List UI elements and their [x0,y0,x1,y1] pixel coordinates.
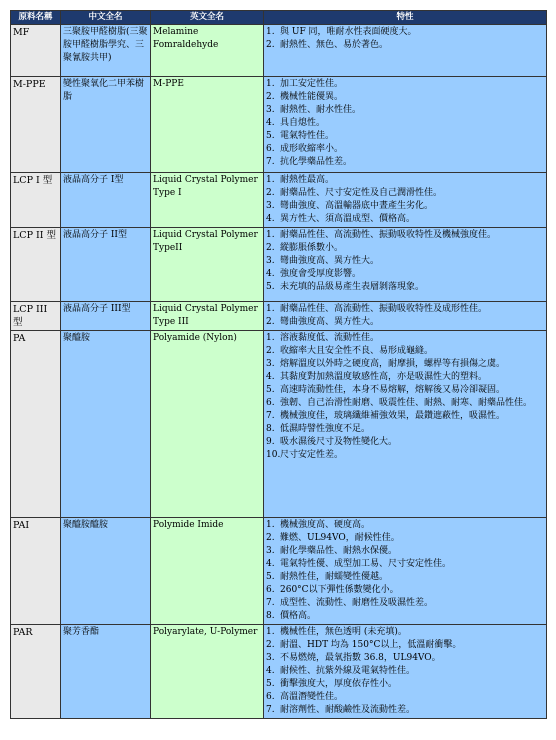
feature-number: 4. [266,118,275,128]
feature-text: 耐溫、HDT 均為 150°C以上，低溫耐衝擊。 [280,640,462,650]
english-name: M-PPE [151,77,264,173]
feature-text: 成形收縮率小。 [280,144,344,154]
english-name: Polymide Imide [151,518,264,625]
feature-item [266,410,544,423]
feature-text: 強度會受厚度影響。 [280,269,362,279]
feature-text: 耐藥品性、尺寸安定性及自己潤滑性佳。 [280,188,443,198]
table-row [11,25,547,77]
header-features: 特性 [264,11,547,25]
feature-number: 7. [266,598,275,608]
english-name: Melamine Fomraldehyde [151,25,264,77]
feature-item [266,639,544,652]
table-row [11,173,547,228]
feature-number: 5. [266,385,275,395]
feature-text: 耐化學藥品性、耐熱水保優。 [280,546,398,556]
feature-text: 強韌、自己治滑性耐磨、吸震性佳、耐熱、耐寒、耐藥品性佳。 [280,398,533,408]
feature-item [266,423,544,436]
features-cell [264,518,547,625]
english-name: Liquid Crystal Polymer Type I [151,173,264,228]
chinese-name: 液晶高分子 I型 [61,173,151,228]
feature-item [266,104,544,117]
feature-item [266,571,544,584]
feature-number: 4. [266,269,275,279]
feature-item [266,143,544,156]
materials-table [10,10,547,719]
chinese-name: 聚醯胺醯胺 [61,518,151,625]
feature-item [266,130,544,143]
feature-text: 具自熄性。 [280,118,326,128]
feature-number: 6. [266,585,275,595]
feature-number: 2. [266,317,275,327]
feature-number: 2. [266,243,275,253]
feature-item [266,39,544,52]
feature-item [266,597,544,610]
feature-text: 縱膨脹係數小。 [280,243,344,253]
feature-number: 6. [266,398,275,408]
feature-text: 尺寸安定性差。 [280,450,344,460]
feature-number: 5. [266,679,275,689]
feature-number: 4. [266,214,275,224]
feature-text: 機械強度佳，玻璃纖維補強效果，最鑽遮蔽性，吸濕性。 [280,411,506,421]
feature-text: 電氣特性佳。 [280,131,335,141]
feature-item [266,316,544,329]
feature-text: 衝擊強度大，厚度依存性小。 [280,679,398,689]
feature-item [266,678,544,691]
feature-item [266,174,544,187]
english-name: Liquid Crystal Polymer Type III [151,302,264,331]
feature-text: 耐溶劑性、耐酸鹼性及流動性差。 [280,705,416,715]
feature-number: 3. [266,359,275,369]
feature-text: 異方性大、須高溫成型、價格高。 [280,214,416,224]
feature-number: 5. [266,572,275,582]
feature-item [266,268,544,281]
feature-number: 1. [266,333,275,343]
chinese-name: 聚醯胺 [61,331,151,518]
feature-number: 3. [266,256,275,266]
feature-text: 260°C以下彈性係數變化小。 [280,585,399,595]
feature-item [266,610,544,623]
feature-text: 未充填的品級易產生表層剝落現象。 [280,282,425,292]
chinese-name: 液晶高分子 III型 [61,302,151,331]
feature-item [266,436,544,449]
feature-item [266,26,544,39]
feature-number: 1. [266,304,275,314]
feature-text: 加工安定性佳。 [280,79,344,89]
feature-item [266,584,544,597]
feature-number: 8. [266,611,275,621]
feature-text: 耐熱性佳，耐蠕變性優越。 [280,572,389,582]
features-cell [264,173,547,228]
header-chinese-name: 中文全名 [61,11,151,25]
feature-text: 溶液黏度低、流動性佳。 [280,333,380,343]
feature-item [266,384,544,397]
chinese-name: 聚芳香酯 [61,625,151,719]
feature-item [266,281,544,294]
feature-text: 耐藥品性佳、高流動性、振動吸收特性及成形性佳。 [280,304,488,314]
feature-text: 機械強度高、硬度高。 [280,520,371,530]
feature-number: 3. [266,546,275,556]
feature-item [266,303,544,316]
feature-item [266,358,544,371]
english-name: Polyarylate, U-Polymer [151,625,264,719]
features-cell [264,331,547,518]
feature-text: 耐候性、抗紫外線及電氣特性佳。 [280,666,416,676]
feature-number: 1. [266,27,275,37]
feature-text: 耐藥品性佳、高流動性、振動吸收特性及機械強度佳。 [280,230,497,240]
feature-item [266,371,544,384]
feature-number: 1. [266,627,275,637]
feature-number: 7. [266,705,275,715]
feature-item [266,449,544,462]
feature-text: 抗化學藥品性差。 [280,157,353,167]
feature-text: 與 UF 同，唯耐水性表面硬度大。 [280,27,417,37]
feature-item [266,691,544,704]
feature-item [266,255,544,268]
feature-item [266,117,544,130]
chinese-name: 液晶高分子 II型 [61,228,151,302]
feature-number: 5. [266,282,275,292]
material-code: LCP I 型 [11,173,61,228]
material-code: LCP II 型 [11,228,61,302]
feature-item [266,397,544,410]
header-code: 原料名稱 [11,11,61,25]
feature-number: 9. [266,437,275,447]
features-cell [264,625,547,719]
feature-text: 耐熱性最高。 [280,175,335,185]
header-english-name: 英文全名 [151,11,264,25]
features-cell [264,302,547,331]
features-cell [264,77,547,173]
feature-text: 高溫潛變性佳。 [280,692,344,702]
english-name: Liquid Crystal Polymer TypeII [151,228,264,302]
feature-text: 高速時流動性佳，本身不易熔解，熔解後又易冷卻凝固。 [280,385,506,395]
feature-item [266,242,544,255]
feature-item [266,213,544,226]
feature-item [266,78,544,91]
feature-text: 耐熱性、無色、易於著色。 [280,40,389,50]
chinese-name: 變性聚氧化二甲苯樹脂 [61,77,151,173]
feature-item [266,156,544,169]
english-name: Polyamide (Nylon) [151,331,264,518]
feature-text: 機械性佳，無色透明 (未充填)。 [280,627,407,637]
material-code: MF [11,25,61,77]
feature-item [266,519,544,532]
feature-text: 機械性能優異。 [280,92,344,102]
feature-number: 4. [266,666,275,676]
material-code: PA [11,331,61,518]
feature-item [266,345,544,358]
feature-number: 3. [266,105,275,115]
feature-number: 6. [266,144,275,154]
feature-text: 其黏度對加熱溫度敏感性高，亦是吸濕性大的塑料。 [280,372,488,382]
feature-item [266,545,544,558]
features-cell [264,25,547,77]
feature-text: 收縮率大且安全性不良、易形成龜縫。 [280,346,434,356]
table-row [11,77,547,173]
feature-item [266,626,544,639]
feature-item [266,704,544,717]
feature-text: 彎曲強度高、異方性大。 [280,317,380,327]
feature-number: 3. [266,653,275,663]
feature-text: 難燃、UL94VO，耐候性佳。 [280,533,400,543]
feature-number: 1. [266,175,275,185]
table-row [11,625,547,719]
chinese-name: 三聚胺甲醛樹脂(三聚胺甲醛樹脂學究、三聚氰胺共甲) [61,25,151,77]
feature-item [266,200,544,213]
feature-number: 1. [266,520,275,530]
material-code: M-PPE [11,77,61,173]
material-code: LCP III 型 [11,302,61,331]
feature-item [266,665,544,678]
feature-text: 價格高。 [280,611,317,621]
feature-number: 6. [266,692,275,702]
feature-number: 2. [266,346,275,356]
feature-text: 吸水濕後尺寸及物性變化大。 [280,437,398,447]
feature-number: 5. [266,131,275,141]
feature-item [266,91,544,104]
header-row [11,11,547,25]
feature-number: 4. [266,372,275,382]
table-row [11,228,547,302]
feature-item [266,187,544,200]
feature-number: 8. [266,424,275,434]
table-row [11,518,547,625]
feature-number: 2. [266,533,275,543]
feature-number: 2. [266,640,275,650]
feature-item [266,652,544,665]
feature-item [266,332,544,345]
feature-text: 彎曲強度高、異方性大。 [280,256,380,266]
feature-number: 1. [266,79,275,89]
feature-text: 電氣特性優、成型加工易、尺寸安定性佳。 [280,559,452,569]
feature-text: 彎曲強度、高溫輸器底中晝產生劣化。 [280,201,434,211]
feature-number: 2. [266,92,275,102]
feature-number: 4. [266,559,275,569]
material-code: PAR [11,625,61,719]
feature-text: 熔解溫度以外時之硬度高，耐摩損，螺桿等有損傷之虞。 [280,359,506,369]
feature-number: 1. [266,230,275,240]
feature-number: 2. [266,188,275,198]
feature-item [266,229,544,242]
feature-number: 2. [266,40,275,50]
feature-text: 低濕時譬性強度不足。 [280,424,371,434]
material-code: PAI [11,518,61,625]
feature-text: 不易燃燒，最氧指數 36.8，UL94VO。 [280,653,441,663]
feature-item [266,532,544,545]
feature-text: 耐熱性、耐水性佳。 [280,105,362,115]
table-row [11,302,547,331]
feature-number: 3. [266,201,275,211]
feature-number: 7. [266,157,275,167]
feature-number: 10. [266,450,281,460]
feature-item [266,558,544,571]
table-row [11,331,547,518]
feature-number: 7. [266,411,275,421]
features-cell [264,228,547,302]
feature-text: 成型性、流動性、耐磨性及吸濕性差。 [280,598,434,608]
